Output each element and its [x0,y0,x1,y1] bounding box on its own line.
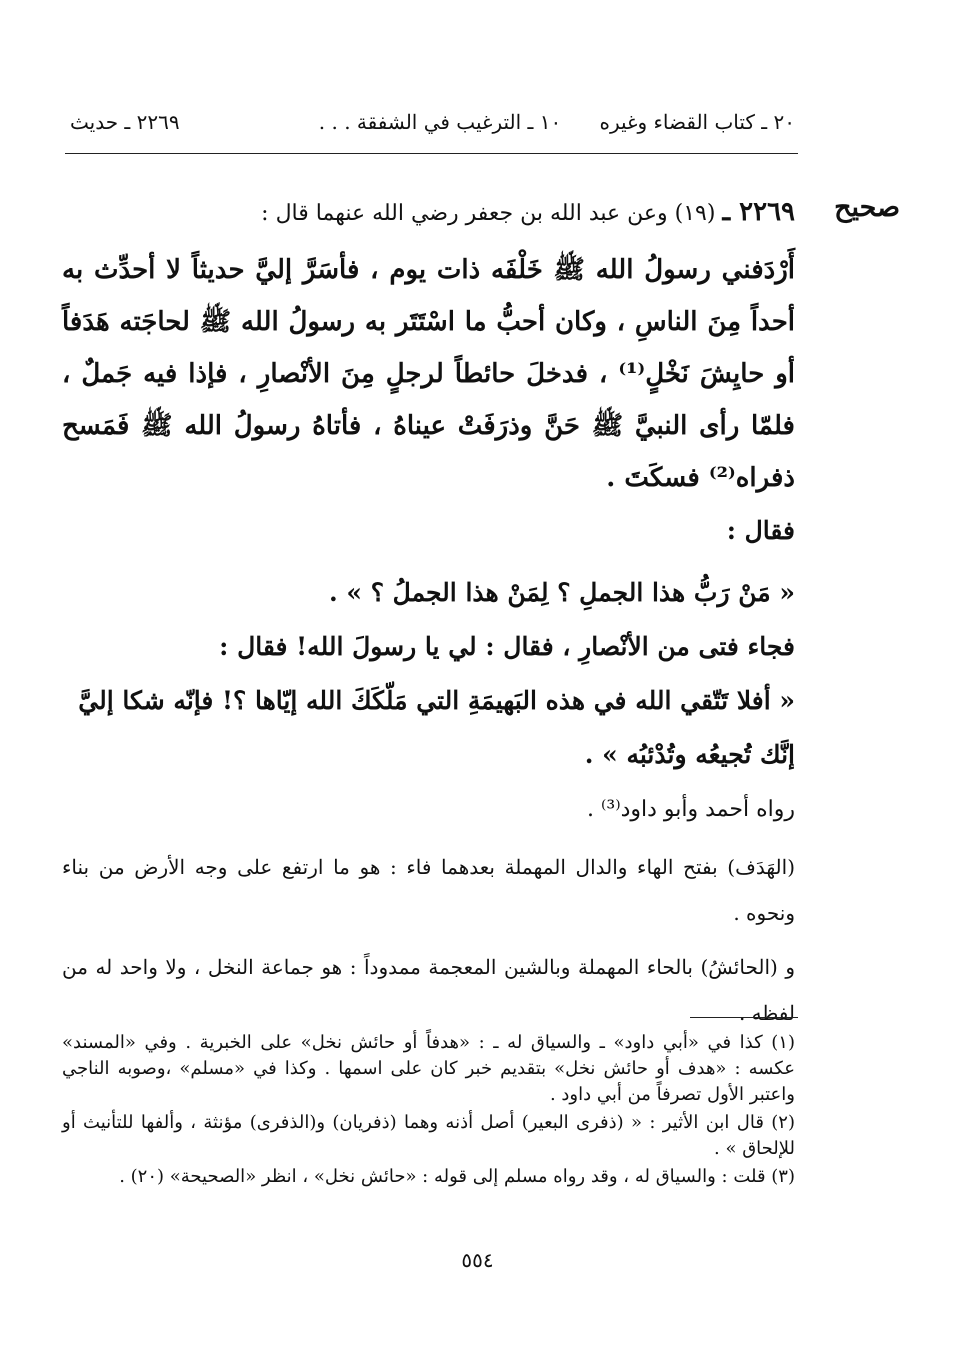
hadith-intro-line [62,188,795,238]
hadith-question-1: « مَنْ رَبُّ هذا الجملِ ؟ لِمَنْ هذا الجملُ ؟ » . [328,578,795,607]
footnote-1: (١) كذا في «أبي داود» ـ والسياق له ـ : «هدفاً أو حائش نخل» على الخبرية . وفي «المسند» عكسه : «هدف أو حائش نخل» بتقديم خبر كان على اسمها . وكذا في «مسلم» ،وصوبه الناجي واعتبر الأول تصرفاً من أبي داود . [62,1032,795,1105]
footnote-rule [690,1017,798,1018]
hadith-faqala: فقال : [726,516,795,545]
gloss-hadaf: (الهَدَف) بفتح الهاء والدال المهملة بعدهما فاء : هو ما ارتفع على وجه الأرض من بناء ونحوه . [62,855,795,925]
hadith-answer: فجاء فتى من الأنْصارِ ، فقال : لي يا رسولَ الله! فقال : [219,632,795,661]
gloss-haish: و (الحائشُ) بالحاء المهملة وبالشين المعجمة ممدوداً : هو جماعة النخل ، ولا واحد له من لفظه . [62,955,795,1025]
header-chapter: ٢٠ ـ كتاب القضاء وغيره [599,110,795,134]
footnote-2: (٢) قال ابن الأثير : « (ذفرى البعير) أصل أذنه وهما (ذفريان) و(الذفرى) مؤنثة ، وألفها للتأنيث أو للإلحاق » . [62,1112,795,1159]
header-rule [65,153,798,154]
hadith-matn: أَرْدَفني رسولُ الله ﷺ خَلْفَه ذات يوم ، فأسَرَّ إليَّ حديثاً لا أحدِّث به أحداً مِنَ الناسِ ، وكان أحبُّ ما اسْتَتَر به رسولُ الله ﷺ لحاجَته هَدَفاً أو حايِشَ نَخْلٍ⁽¹⁾ ، فدخلَ حائطاً لرجلٍ مِنَ الأنْصارِ ، فإذا فيه جَملٌ ، فلمّا رأى النبيَّ ﷺ حَنَّ وذرَفَتْ عيناهُ ، فأتاهُ رسولُ الله ﷺ فَمَسح ذفراه⁽²⁾ فسكَتَ . [62,255,796,493]
hadith-question-2: « أفلا تَتّقي الله في هذه البَهيمَةِ التي مَلّكَكَ الله إيّاها ؟! فإنّه شكا إليَّ إنَّك تُجيعُه وتُدْئبُه » . [78,686,795,769]
hadith-grade: صحيح [834,192,900,223]
hadith-body [62,188,795,1036]
page-number: ٥٥٤ [461,1248,494,1272]
hadith-isnad: (١٩) وعن عبد الله بن جعفر رضي الله عنهما قال : [261,201,716,226]
footnote-3: (٣) قلت : والسياق له ، وقد رواه مسلم إلى قوله : «حائش نخل» ، انظر «الصحيحة» (٢٠) . [119,1166,795,1187]
header-hadith-number: ٢٢٦٩ ـ حديث [70,110,180,134]
hadith-number: ٢٢٦٩ ـ [722,197,795,227]
hadith-source: رواه أحمد وأبو داود⁽³⁾ . [586,797,795,822]
footnotes [62,1030,795,1192]
header-section: ١٠ ـ الترغيب في الشفقة . . . [318,110,562,134]
glosses [62,844,795,1036]
